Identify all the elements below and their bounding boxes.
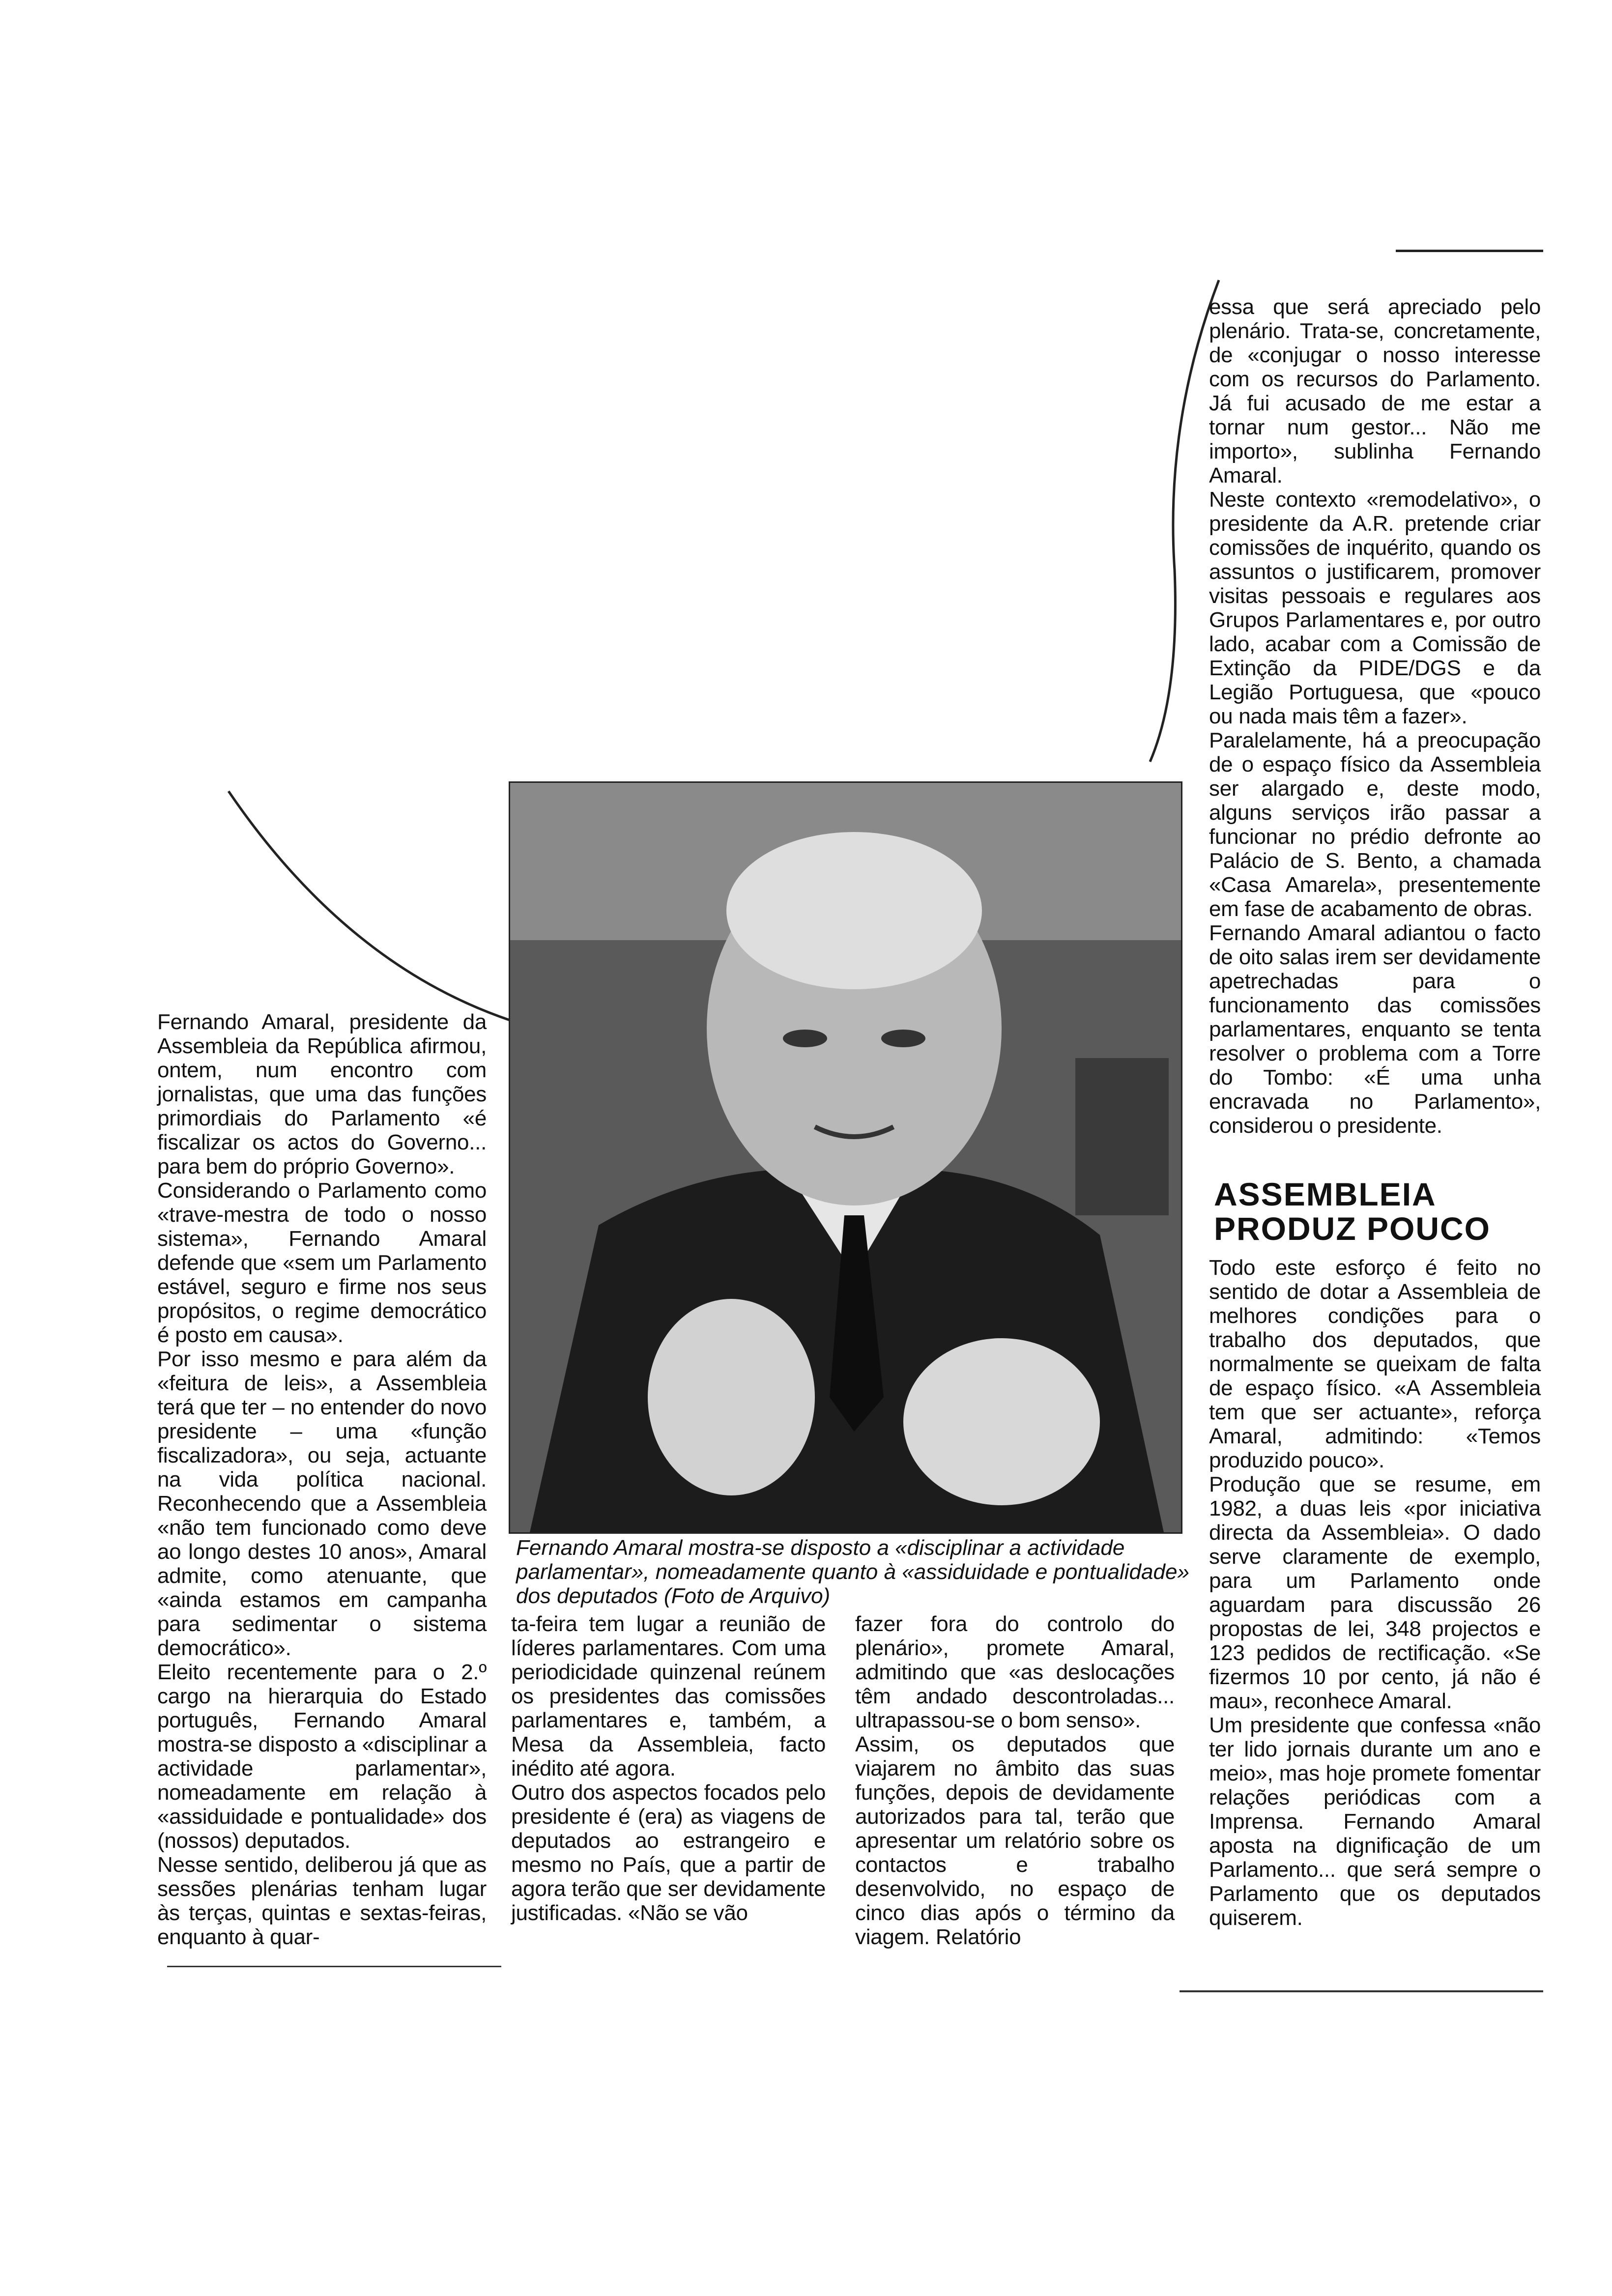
article-column-middle-2: fazer fora do controlo do plenário», promete Amaral, admitindo que «as deslocações têm andado descontroladas... ultrapassou-se o bom senso». Assim, os deputados que viajarem no âmbito das suas funções, depois de devidamente autorizados para tal, terão que apresentar um relatório sobre os contactos e trabalho desenvolvido, no espaço de cinco dias após o término da viagem. Relatório [855, 1612, 1175, 1949]
clipping-edge-bottom-left [167, 1966, 501, 1967]
article-column-right-bottom: Todo este esforço é feito no sentido de dotar a Assembleia de melhores condições para o trabalho dos deputados, que normalmente se queixam de falta de espaço físico. «A Assembleia tem que ser actuante», reforça Amaral, admitindo: «Temos produzido pouco». Produção que se resume, em 1982, a duas leis «por iniciativa directa da Assembleia». O dado serve claramente de exemplo, para um Parlamento onde aguardam para discussão 26 propostas de lei, 348 projectos e 123 pedidos de rectificação. «Se fizermos 10 por cento, já não é mau», reconhece Amaral. Um presidente que confessa «não ter lido jornais durante um ano e meio», mas hoje promete fomentar relações periódicas com a Imprensa. Fernando Amaral aposta na dignificação de um Parlamento... que será sempre o Parlamento que os deputados quiserem. [1209, 1256, 1541, 1930]
article-headline: ASSEMBLEIA PRODUZ POUCO [1214, 1176, 1491, 1247]
portrait-photo-icon [509, 781, 1182, 1534]
photo-caption: Fernando Amaral mostra-se disposto a «disciplinar a actividade parlamentar», nomeadamente quanto à «assiduidade e pontualidade» dos deputados (Foto de Arquivo) [516, 1536, 1189, 1608]
article-column-right-top: essa que será apreciado pelo plenário. Trata-se, concretamente, de «conjugar o nosso interesse com os recursos do Parlamento. Já fui acusado de me estar a tornar num gestor... Não me importo», sublinha Fernando Amaral. Neste contexto «remodelativo», o presidente da A.R. pretende criar comissões de inquérito, quando os assuntos o justificarem, promover visitas pessoais e regulares aos Grupos Parlamentares e, por outro lado, acabar com a Comissão de Extinção da PIDE/DGS e da Legião Portuguesa, que «pouco ou nada mais têm a fazer». Paralelamente, há a preocupação de o espaço físico da Assembleia ser alargado e, deste modo, alguns serviços irão passar a funcionar no prédio defronte ao Palácio de S. Bento, a chamada «Casa Amarela», presentemente em fase de acabamento de obras. Fernando Amaral adiantou o facto de oito salas irem ser devidamente apetrechadas para o funcionamento das comissões parlamentares, enquanto se tenta resolver o problema com a Torre do Tombo: «É uma unha encravada no Parlamento», considerou o presidente. [1209, 295, 1541, 1138]
clipping-edge-bottom [1180, 1990, 1543, 1992]
clipping-edge-top [1396, 250, 1543, 252]
clipping-curve-left [226, 781, 521, 1027]
article-column-middle-1: ta-feira tem lugar a reunião de líderes parlamentares. Com uma periodicidade quinzenal reúnem os presidentes das comissões parlamentares e, também, a Mesa da Assembleia, facto inédito até agora. Outro dos aspectos focados pelo presidente é (era) as viagens de deputados ao estrangeiro e mesmo no País, que a partir de agora terão que ser devidamente justificadas. «Não se vão [511, 1612, 826, 1925]
article-column-left: Fernando Amaral, presidente da Assembleia da República afirmou, ontem, num encontro com jornalistas, que uma das funções primordiais do Parlamento «é fiscalizar os actos do Governo... para bem do próprio Governo». Considerando o Parlamento como «trave-mestra de todo o nosso sistema», Fernando Amaral defende que «sem um Parlamento estável, seguro e firme nos seus propósitos, o regime democrático é posto em causa». Por isso mesmo e para além da «feitura de leis», a Assembleia terá que ter – no entender do novo presidente – uma «função fiscalizadora», ou seja, actuante na vida política nacional. Reconhecendo que a Assembleia «não tem funcionado como deve ao longo destes 10 anos», Amaral admite, como atenuante, que «ainda estamos em campanha para sedimentar o sistema democrático». Eleito recentemente para o 2.º cargo na hierarquia do Estado português, Fernando Amaral mostra-se disposto a «disciplinar a actividade parlamentar», nomeadamente em relação à «assiduidade e pontualidade» dos (nossos) deputados. Nesse sentido, deliberou já que as sessões plenárias tenham lugar às terças, quintas e sextas-feiras, enquanto à quar- [157, 1010, 487, 1949]
